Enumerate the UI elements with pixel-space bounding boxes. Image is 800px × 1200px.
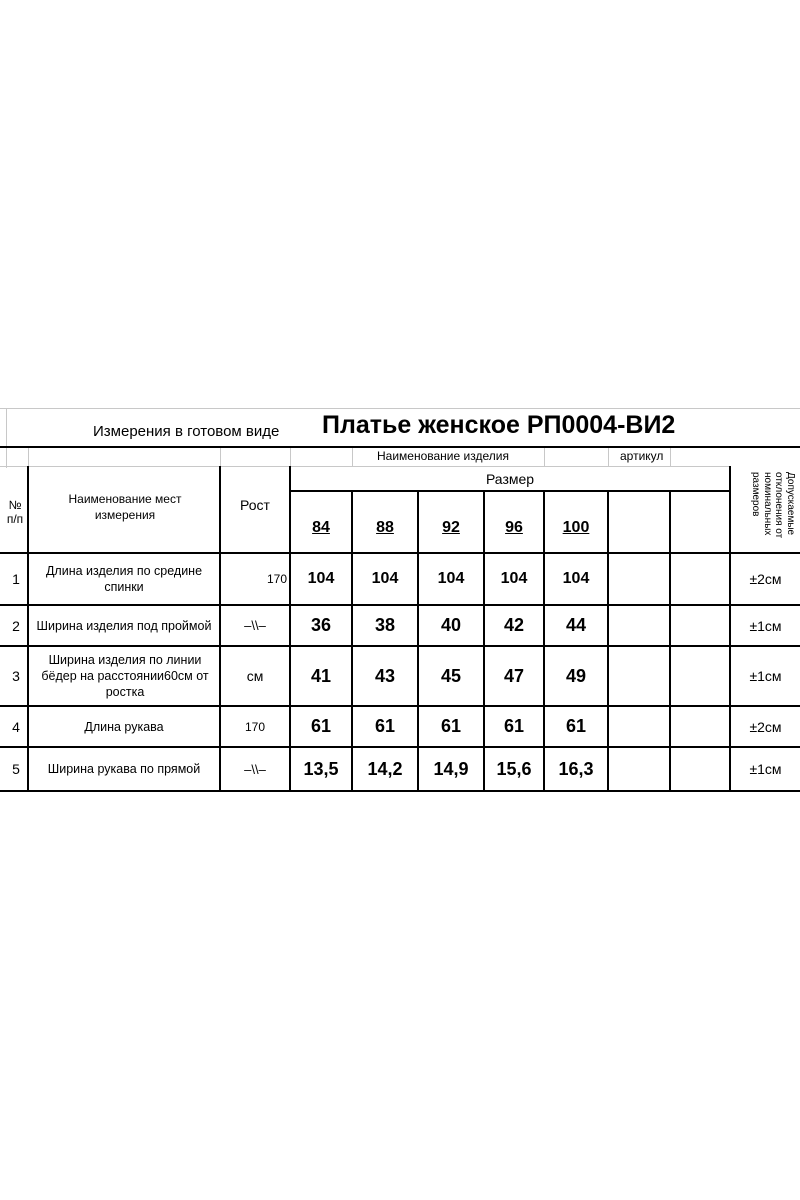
height-value: см <box>246 668 264 684</box>
row-number: 2 <box>12 617 20 634</box>
measurement-name: Длина рукава <box>84 719 164 734</box>
name-column-header: Наименование мест измерения <box>68 492 182 522</box>
size-value: 61 <box>374 716 396 736</box>
size-value: 41 <box>310 665 332 686</box>
size-value: 40 <box>440 615 462 635</box>
size-label: 88 <box>376 519 394 536</box>
product-title: Платье женское РП0004-ВИ2 <box>322 411 676 439</box>
size-label: 100 <box>562 519 590 536</box>
size-value: 104 <box>307 570 335 587</box>
height-column-header: Рост <box>240 497 270 513</box>
size-value: 104 <box>562 570 590 587</box>
tolerance-value: ±2см <box>749 571 782 587</box>
measurement-name: Ширина изделия под проймой <box>36 618 212 633</box>
size-value: 61 <box>310 716 332 736</box>
measurement-name: Длина изделия по средине спинки <box>45 563 203 594</box>
tolerance-value: ±1см <box>749 617 782 634</box>
size-value: 44 <box>565 615 587 635</box>
height-value: 170 <box>244 719 266 734</box>
size-value: 13,5 <box>303 758 339 779</box>
row-number: 4 <box>12 718 20 735</box>
measurement-sheet <box>0 408 800 792</box>
size-column-header: Размер <box>485 471 535 487</box>
size-value: 104 <box>437 570 465 587</box>
size-value: 43 <box>374 665 396 686</box>
size-value: 16,3 <box>558 758 594 779</box>
height-value: 170 <box>266 572 287 586</box>
measure-caption: Измерения в готовом виде <box>93 423 280 440</box>
size-value: 15,6 <box>496 758 532 779</box>
size-value: 14,9 <box>433 758 469 779</box>
tolerance-value: ±2см <box>749 718 782 735</box>
row-number: 5 <box>12 761 20 777</box>
size-value: 47 <box>503 665 525 686</box>
product-name-label: Наименование изделия <box>377 449 509 463</box>
tolerance-value: ±1см <box>749 668 782 684</box>
measurement-name: Ширина изделия по линии бёдер на расстоянии60см от ростка <box>41 652 209 700</box>
size-value: 45 <box>440 665 462 686</box>
size-value: 42 <box>503 615 525 635</box>
size-value: 104 <box>500 570 528 587</box>
row-number: 3 <box>12 668 20 684</box>
row-number: 1 <box>12 571 20 587</box>
num-column-header: № п/п <box>6 497 24 526</box>
size-value: 61 <box>440 716 462 736</box>
tolerance-value: ±1см <box>749 761 782 777</box>
size-value: 49 <box>565 665 587 686</box>
measurement-name: Ширина рукава по прямой <box>47 762 201 776</box>
tolerance-column-header: Допускаемые отклонения от номинальных размеров <box>750 472 796 539</box>
height-value: –\\– <box>244 761 266 777</box>
size-value: 104 <box>371 570 399 587</box>
size-value: 36 <box>310 615 332 635</box>
size-label: 96 <box>505 519 523 536</box>
size-value: 61 <box>565 716 587 736</box>
size-value: 14,2 <box>367 758 403 779</box>
article-label: артикул <box>620 449 664 463</box>
height-value: –\\– <box>244 618 266 633</box>
size-value: 38 <box>374 615 396 635</box>
size-label: 84 <box>312 519 330 536</box>
size-label: 92 <box>442 519 460 536</box>
size-value: 61 <box>503 716 525 736</box>
